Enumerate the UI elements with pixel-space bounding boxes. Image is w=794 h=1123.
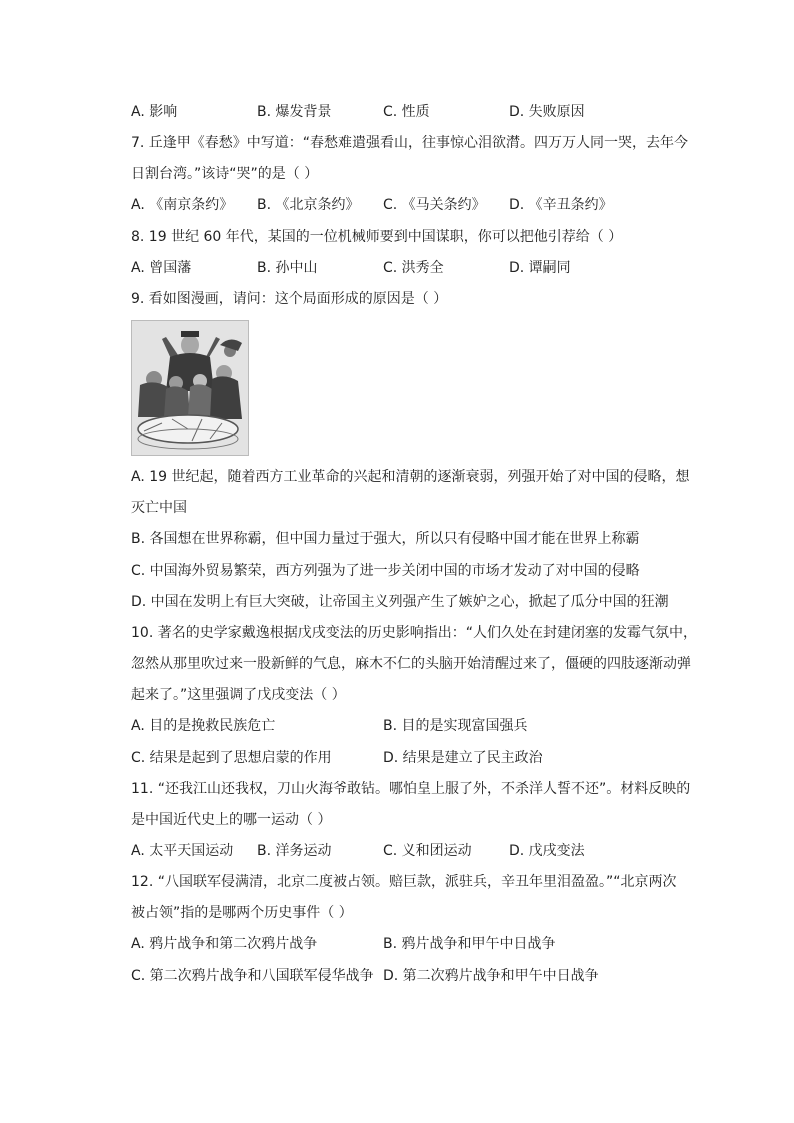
q12-stem-line2: 被占领”指的是哪两个历史事件（ ） [131, 905, 353, 921]
q10-option-c: C. 结果是起到了思想启蒙的作用 [131, 750, 332, 766]
q6-option-a: A. 影响 [131, 104, 178, 120]
q12-option-b: B. 鸦片战争和甲午中日战争 [383, 936, 556, 952]
q7-stem-line2: 日割台湾。”该诗“哭”的是（ ） [131, 166, 319, 182]
q7-stem-line1: 7. 丘逢甲《春愁》中写道：“春愁难遣强看山，往事惊心泪欲潸。四万万人同一哭，去年今 [131, 135, 689, 151]
q8-option-c: C. 洪秀全 [383, 260, 444, 276]
q11-option-c: C. 义和团运动 [383, 843, 472, 859]
q9-option-c: C. 中国海外贸易繁荣，西方列强为了进一步关闭中国的市场才发动了对中国的侵略 [131, 563, 640, 579]
q11-stem-line1: 11. “还我江山还我权，刀山火海爷敢钻。哪怕皇上服了外，不杀洋人誓不还”。材料反映的 [131, 781, 691, 797]
q7-option-a: A. 《南京条约》 [131, 197, 234, 213]
q8-stem: 8. 19 世纪 60 年代，某国的一位机械师要到中国谋职，你可以把他引荐给（ ） [131, 229, 623, 245]
q9-option-d: D. 中国在发明上有巨大突破，让帝国主义列强产生了嫉妒之心，掀起了瓜分中国的狂潮 [131, 594, 669, 610]
q11-option-b: B. 洋务运动 [257, 843, 332, 859]
cartoon-image [131, 320, 249, 456]
q11-option-a: A. 太平天国运动 [131, 843, 234, 859]
q12-option-c: C. 第二次鸦片战争和八国联军侵华战争 [131, 968, 374, 984]
q12-option-a: A. 鸦片战争和第二次鸦片战争 [131, 936, 318, 952]
q6-option-c: C. 性质 [383, 104, 430, 120]
q12-stem-line1: 12. “八国联军侵满清，北京二度被占领。赔巨款，派驻兵，辛丑年里泪盈盈。”“北京两次 [131, 874, 677, 890]
q10-stem-line3: 起来了。”这里强调了戊戌变法（ ） [131, 687, 346, 703]
q6-option-b: B. 爆发背景 [257, 104, 332, 120]
q9-stem: 9. 看如图漫画，请问：这个局面形成的原因是（ ） [131, 291, 448, 307]
q8-option-b: B. 孙中山 [257, 260, 318, 276]
q11-option-d: D. 戊戌变法 [509, 843, 585, 859]
q12-option-d: D. 第二次鸦片战争和甲午中日战争 [383, 968, 599, 984]
cartoon-illustration [132, 321, 248, 455]
q11-stem-line2: 是中国近代史上的哪一运动（ ） [131, 812, 332, 828]
q8-option-a: A. 曾国藩 [131, 260, 192, 276]
q10-stem-line2: 忽然从那里吹过来一股新鲜的气息，麻木不仁的头脑开始清醒过来了，僵硬的四肢逐渐动弹 [131, 656, 691, 672]
q9-option-a-line2: 灭亡中国 [131, 500, 187, 516]
q6-option-d: D. 失败原因 [509, 104, 585, 120]
q9-option-b: B. 各国想在世界称霸，但中国力量过于强大，所以只有侵略中国才能在世界上称霸 [131, 531, 640, 547]
q9-option-a-line1: A. 19 世纪起，随着西方工业革命的兴起和清朝的逐渐衰弱，列强开始了对中国的侵略，想 [131, 469, 690, 485]
q10-stem-line1: 10. 著名的史学家戴逸根据戊戌变法的历史影响指出：“人们久处在封建闭塞的发霉气氛中， [131, 625, 697, 641]
q7-option-c: C. 《马关条约》 [383, 197, 486, 213]
q10-option-a: A. 目的是挽救民族危亡 [131, 718, 276, 734]
q8-option-d: D. 谭嗣同 [509, 260, 571, 276]
q7-option-d: D. 《辛丑条约》 [509, 197, 613, 213]
q10-option-b: B. 目的是实现富国强兵 [383, 718, 528, 734]
q7-option-b: B. 《北京条约》 [257, 197, 360, 213]
q10-option-d: D. 结果是建立了民主政治 [383, 750, 543, 766]
